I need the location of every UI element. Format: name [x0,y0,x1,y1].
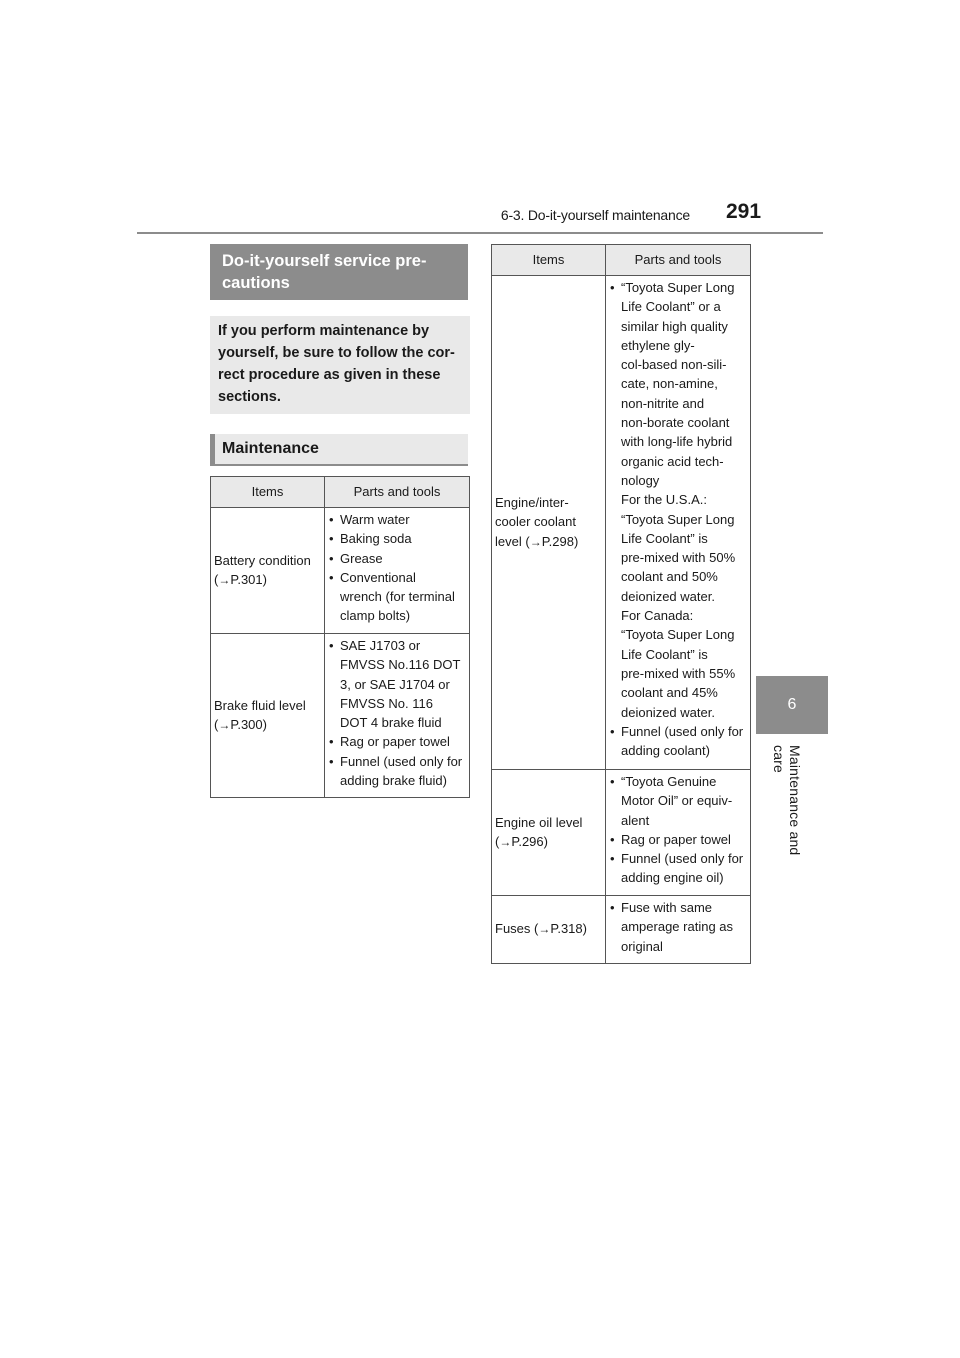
arrow-icon: → [499,835,512,849]
item-battery-condition [211,508,325,634]
item-label: Battery condition [214,552,311,568]
list-item: • Fuse with same amperage rating as original [610,898,748,956]
section-title-line: Do-it-yourself service pre- [222,252,427,270]
table-row [492,896,751,964]
tool-list [610,278,748,760]
intro-line: If you perform maintenance by [218,323,430,339]
page-ref: P.301 [230,572,263,587]
table-row [211,508,470,634]
parts-engine-oil-level [606,770,751,896]
page-number: 291 [726,200,762,223]
section-title: 6-3. Do-it-yourself maintenance [500,207,690,223]
tool-list [329,510,467,626]
item-page-ref: (→P.301) [214,572,267,587]
item-label: Brake fluid level [214,697,306,713]
header-parts-and-tools: Parts and tools [606,245,751,276]
item-label: cooler coolant [495,514,576,530]
header-divider [137,232,823,234]
table-row [211,634,470,798]
header-items: Items [492,245,606,276]
list-item: • Baking soda [329,529,467,548]
item-label: Engine oil level [495,814,583,830]
item-label: Engine/inter- [495,495,569,511]
item-page-ref: Fuses (→P.318) [495,921,587,937]
list-item: • Funnel (used only for adding engine oil) [610,849,748,888]
list-item: • Funnel (used only for adding brake fluid) [329,752,467,791]
item-brake-fluid-level [211,634,325,798]
parts-fuses [606,896,751,964]
intro-line: yourself, be sure to follow the cor- [218,345,455,361]
section-title-box [210,244,468,300]
parts-brake-fluid-level [325,634,470,798]
list-item: • Grease [329,549,467,568]
list-item: • Funnel (used only for adding coolant) [610,722,748,761]
item-engine-intercooler-coolant [492,276,606,770]
list-item: • Rag or paper towel [610,830,748,849]
chapter-side-label: Maintenance and care [771,745,803,856]
arrow-icon: → [538,922,551,937]
header-parts-and-tools: Parts and tools [325,477,470,508]
list-item: • Warm water [329,510,467,529]
table-row [492,276,751,770]
maintenance-table-left [210,476,470,798]
section-title-line: cautions [222,274,290,292]
maintenance-heading: Maintenance [210,434,468,466]
parts-battery-condition [325,508,470,634]
tool-list [610,898,748,956]
maintenance-table-right [491,244,751,964]
intro-note [210,316,470,414]
list-item: • “Toyota Genuine Motor Oil” or equiv- alent [610,772,748,830]
page-ref: P.318 [550,921,583,937]
item-page-ref: (→P.300) [214,717,267,732]
tool-list [329,636,467,790]
item-page-ref: (→P.296) [495,834,548,849]
parts-engine-intercooler-coolant [606,276,751,770]
item-engine-oil-level [492,770,606,896]
table-header-row [211,477,470,508]
list-item: • Rag or paper towel [329,732,467,751]
list-item: • Conventional wrench (for terminal clamp bolts) [329,568,467,626]
page-ref: P.298 [541,533,574,549]
item-page-ref: level (→P.298) [495,533,579,549]
arrow-icon: → [218,573,231,587]
header-items: Items [211,477,325,508]
page-ref: P.296 [511,834,544,849]
chapter-tab: 6 [756,676,828,734]
page-ref: P.300 [230,717,263,732]
arrow-icon: → [529,534,542,549]
intro-line: rect procedure as given in these [218,367,441,383]
list-item: • “Toyota Super Long Life Coolant” or a similar high quality ethylene gly- col-based non-sili- cate, non-amine, non-nitrite and non-borate coolant with long-life hybrid organic acid tech- nology For the U.S.A.: “Toyota Super Long Life Coolant” is pre-mixed with 50% coolant and 50% deionized water. For Canada: “Toyota Super Long Life Coolant” is pre-mixed with 55% coolant and 45% deionized water. [610,278,748,722]
table-header-row [492,245,751,276]
intro-line: sections. [218,389,281,405]
table-row [492,770,751,896]
item-fuses [492,896,606,964]
tool-list [610,772,748,888]
list-item: • SAE J1703 or FMVSS No.116 DOT 3, or SAE J1704 or FMVSS No. 116 DOT 4 brake fluid [329,636,467,732]
arrow-icon: → [218,718,231,732]
